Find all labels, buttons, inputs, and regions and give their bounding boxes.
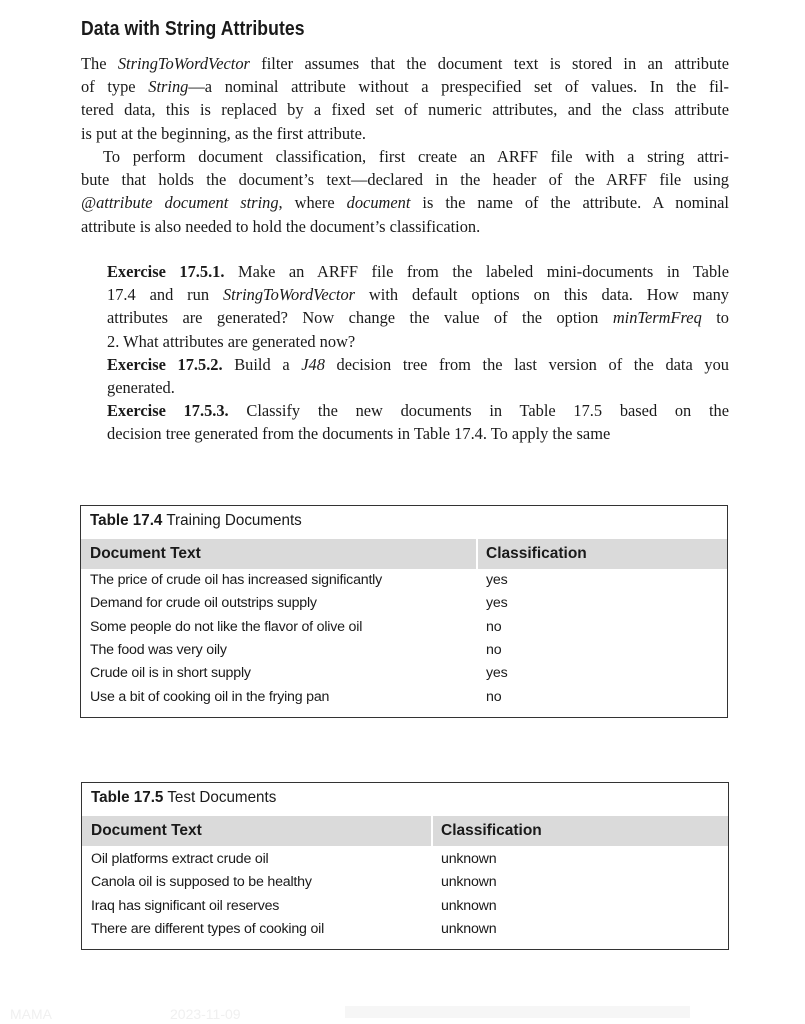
- table-row: [82, 898, 728, 921]
- text-line: [81, 191, 729, 214]
- text-run: —a nominal attribute without a prespecified set of values. In the fil-: [188, 77, 729, 97]
- exercise-17-5-2: [107, 353, 729, 399]
- exercise-17-5-1: [107, 260, 729, 353]
- cell-document-text: Use a bit of cooking oil in the frying pan: [90, 688, 330, 705]
- text-run: attribute is also needed to hold the document’s classification.: [81, 216, 481, 236]
- cell-classification: yes: [486, 665, 508, 682]
- cell-classification: unknown: [441, 874, 497, 891]
- cell-document-text: Canola oil is supposed to be healthy: [91, 874, 312, 891]
- italic-term: J48: [301, 355, 325, 374]
- text-line: [107, 260, 729, 283]
- text-line: [107, 422, 729, 445]
- text-run: 2. What attributes are generated now?: [107, 331, 356, 351]
- text-run: to: [701, 308, 729, 328]
- cell-document-text: Oil platforms extract crude oil: [91, 851, 269, 867]
- text-run: tered data, this is replaced by a fixed set of numeric attributes, and the class attribute: [81, 100, 729, 120]
- table-row: [82, 921, 728, 944]
- text-run: decision tree generated from the documents in Table 17.4. To apply the same: [107, 424, 611, 444]
- table-test-documents: [81, 782, 729, 950]
- cell-document-text: The price of crude oil has increased significantly: [90, 572, 383, 588]
- table-number: Table 17.5: [91, 789, 164, 806]
- header-classification: Classification: [441, 822, 542, 839]
- table-row: [81, 689, 727, 712]
- footer-middle-text: 2023-11-09: [170, 1006, 241, 1022]
- cell-document-text: The food was very oily: [90, 641, 227, 658]
- text-line: [81, 145, 729, 168]
- footer-left-text: MAMA: [10, 1006, 52, 1022]
- text-run: , where: [278, 193, 347, 213]
- text-line: [81, 168, 729, 191]
- text-run: Build a: [222, 355, 302, 374]
- paragraph-document-classification: [81, 145, 729, 238]
- text-line: [81, 75, 729, 98]
- table-row: [82, 874, 728, 897]
- exercise-label: Exercise 17.5.2.: [107, 355, 223, 374]
- text-line: [107, 399, 729, 422]
- text-run: of type: [81, 77, 149, 97]
- text-run: bute that holds the document’s text—declared in the header of the ARFF file using: [81, 170, 729, 190]
- table-title: Test Documents: [167, 789, 277, 806]
- text-run: with default options on this data. How many: [355, 285, 729, 305]
- text-line: [81, 52, 729, 75]
- section-heading: Data with String Attributes: [81, 18, 305, 40]
- text-run: To perform document classification, first create an ARFF file with a string attri-: [103, 147, 729, 166]
- text-line: [81, 98, 729, 121]
- exercise-label: Exercise 17.5.1.: [107, 262, 225, 281]
- table-training-documents: [80, 505, 728, 718]
- text-run: generated.: [107, 378, 175, 398]
- table-caption: [90, 512, 302, 530]
- table-row: [81, 595, 727, 618]
- text-run: filter assumes that the document text is stored in an attribute: [249, 54, 729, 73]
- table-row: [81, 619, 727, 642]
- text-line: [107, 376, 729, 399]
- cell-classification: unknown: [441, 851, 497, 867]
- text-run: 17.4 and run: [107, 285, 223, 305]
- italic-term: String: [148, 77, 189, 97]
- header-divider: [476, 539, 478, 569]
- cell-document-text: Crude oil is in short supply: [90, 665, 251, 682]
- text-run: decision tree from the last version of the data you: [324, 355, 729, 374]
- text-run: Classify the new documents in Table 17.5 based on the: [228, 401, 729, 420]
- header-divider: [431, 816, 433, 846]
- paragraph-string-to-word-vector: [81, 52, 729, 145]
- exercise-label: Exercise 17.5.3.: [107, 401, 229, 420]
- footer-bar: [345, 1006, 690, 1018]
- text-line: [81, 122, 729, 145]
- italic-term: StringToWordVector: [117, 54, 250, 73]
- text-run: is the name of the attribute. A nominal: [410, 193, 729, 213]
- cell-classification: yes: [486, 595, 508, 612]
- text-run: The: [81, 54, 118, 73]
- cell-document-text: Demand for crude oil outstrips supply: [90, 595, 317, 612]
- italic-term: minTermFreq: [612, 308, 702, 328]
- table-header-row: [81, 539, 727, 569]
- table-row: [81, 665, 727, 688]
- cell-document-text: Some people do not like the flavor of olive oil: [90, 618, 363, 635]
- header-classification: Classification: [486, 545, 587, 562]
- text-run: attributes are generated? Now change the value of the option: [107, 308, 613, 328]
- table-number: Table 17.4: [90, 512, 163, 529]
- cell-classification: no: [486, 618, 502, 635]
- italic-term: document: [346, 193, 411, 213]
- text-run: is put at the beginning, as the first attribute.: [81, 123, 366, 143]
- exercise-17-5-3: [107, 399, 729, 445]
- text-line: [81, 215, 729, 238]
- text-line: [107, 283, 729, 306]
- text-line: [107, 330, 729, 353]
- text-line: [107, 306, 729, 329]
- cell-document-text: There are different types of cooking oil: [91, 920, 325, 937]
- table-row: [82, 851, 728, 874]
- cell-document-text: Iraq has significant oil reserves: [91, 897, 280, 914]
- text-line: [107, 353, 729, 376]
- table-header-row: [82, 816, 728, 846]
- table-title: Training Documents: [166, 512, 302, 529]
- cell-classification: unknown: [441, 920, 497, 937]
- italic-term: StringToWordVector: [222, 285, 356, 305]
- text-run: Make an ARFF file from the labeled mini-documents in Table: [224, 262, 729, 281]
- header-document-text: Document Text: [91, 822, 202, 839]
- table-row: [81, 642, 727, 665]
- cell-classification: no: [486, 641, 502, 658]
- cell-classification: yes: [486, 572, 508, 588]
- table-caption: [91, 789, 276, 807]
- header-document-text: Document Text: [90, 545, 201, 562]
- page-footer: [0, 1002, 805, 1024]
- italic-term: @attribute document string: [81, 193, 279, 213]
- cell-classification: unknown: [441, 897, 497, 914]
- cell-classification: no: [486, 688, 502, 705]
- table-row: [81, 572, 727, 595]
